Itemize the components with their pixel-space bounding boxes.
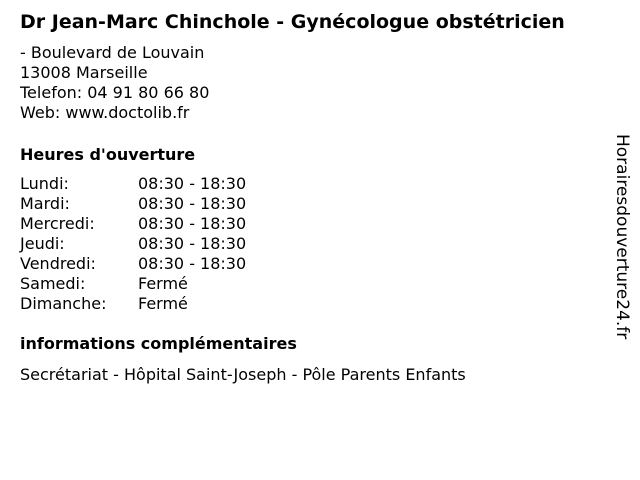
additional-info-heading: informations complémentaires <box>20 334 297 353</box>
hours-value: Fermé <box>138 274 188 293</box>
hours-value: Fermé <box>138 294 188 313</box>
day-label: Lundi: <box>20 174 69 193</box>
address-block <box>20 43 209 123</box>
page-title: Dr Jean-Marc Chinchole - Gynécologue obstétricien <box>20 11 565 33</box>
day-label: Jeudi: <box>20 234 65 253</box>
hours-value: 08:30 - 18:30 <box>138 174 247 193</box>
site-watermark: Horairesdouverture24.fr <box>612 134 632 340</box>
day-label: Mercredi: <box>20 214 95 233</box>
opening-hours-heading: Heures d'ouverture <box>20 145 196 164</box>
phone-number: Telefon: 04 91 80 66 80 <box>20 83 210 102</box>
day-label: Dimanche: <box>20 294 107 313</box>
city-postal-code: 13008 Marseille <box>20 63 148 82</box>
day-label: Vendredi: <box>20 254 96 273</box>
hours-value: 08:30 - 18:30 <box>138 214 247 233</box>
hours-value: 08:30 - 18:30 <box>138 234 247 253</box>
additional-info-text: Secrétariat - Hôpital Saint-Joseph - Pôle Parents Enfants <box>20 365 466 384</box>
day-label: Mardi: <box>20 194 70 213</box>
website: Web: www.doctolib.fr <box>20 103 190 122</box>
day-label: Samedi: <box>20 274 86 293</box>
hours-value: 08:30 - 18:30 <box>138 194 247 213</box>
street-address: - Boulevard de Louvain <box>20 43 205 62</box>
hours-value: 08:30 - 18:30 <box>138 254 247 273</box>
